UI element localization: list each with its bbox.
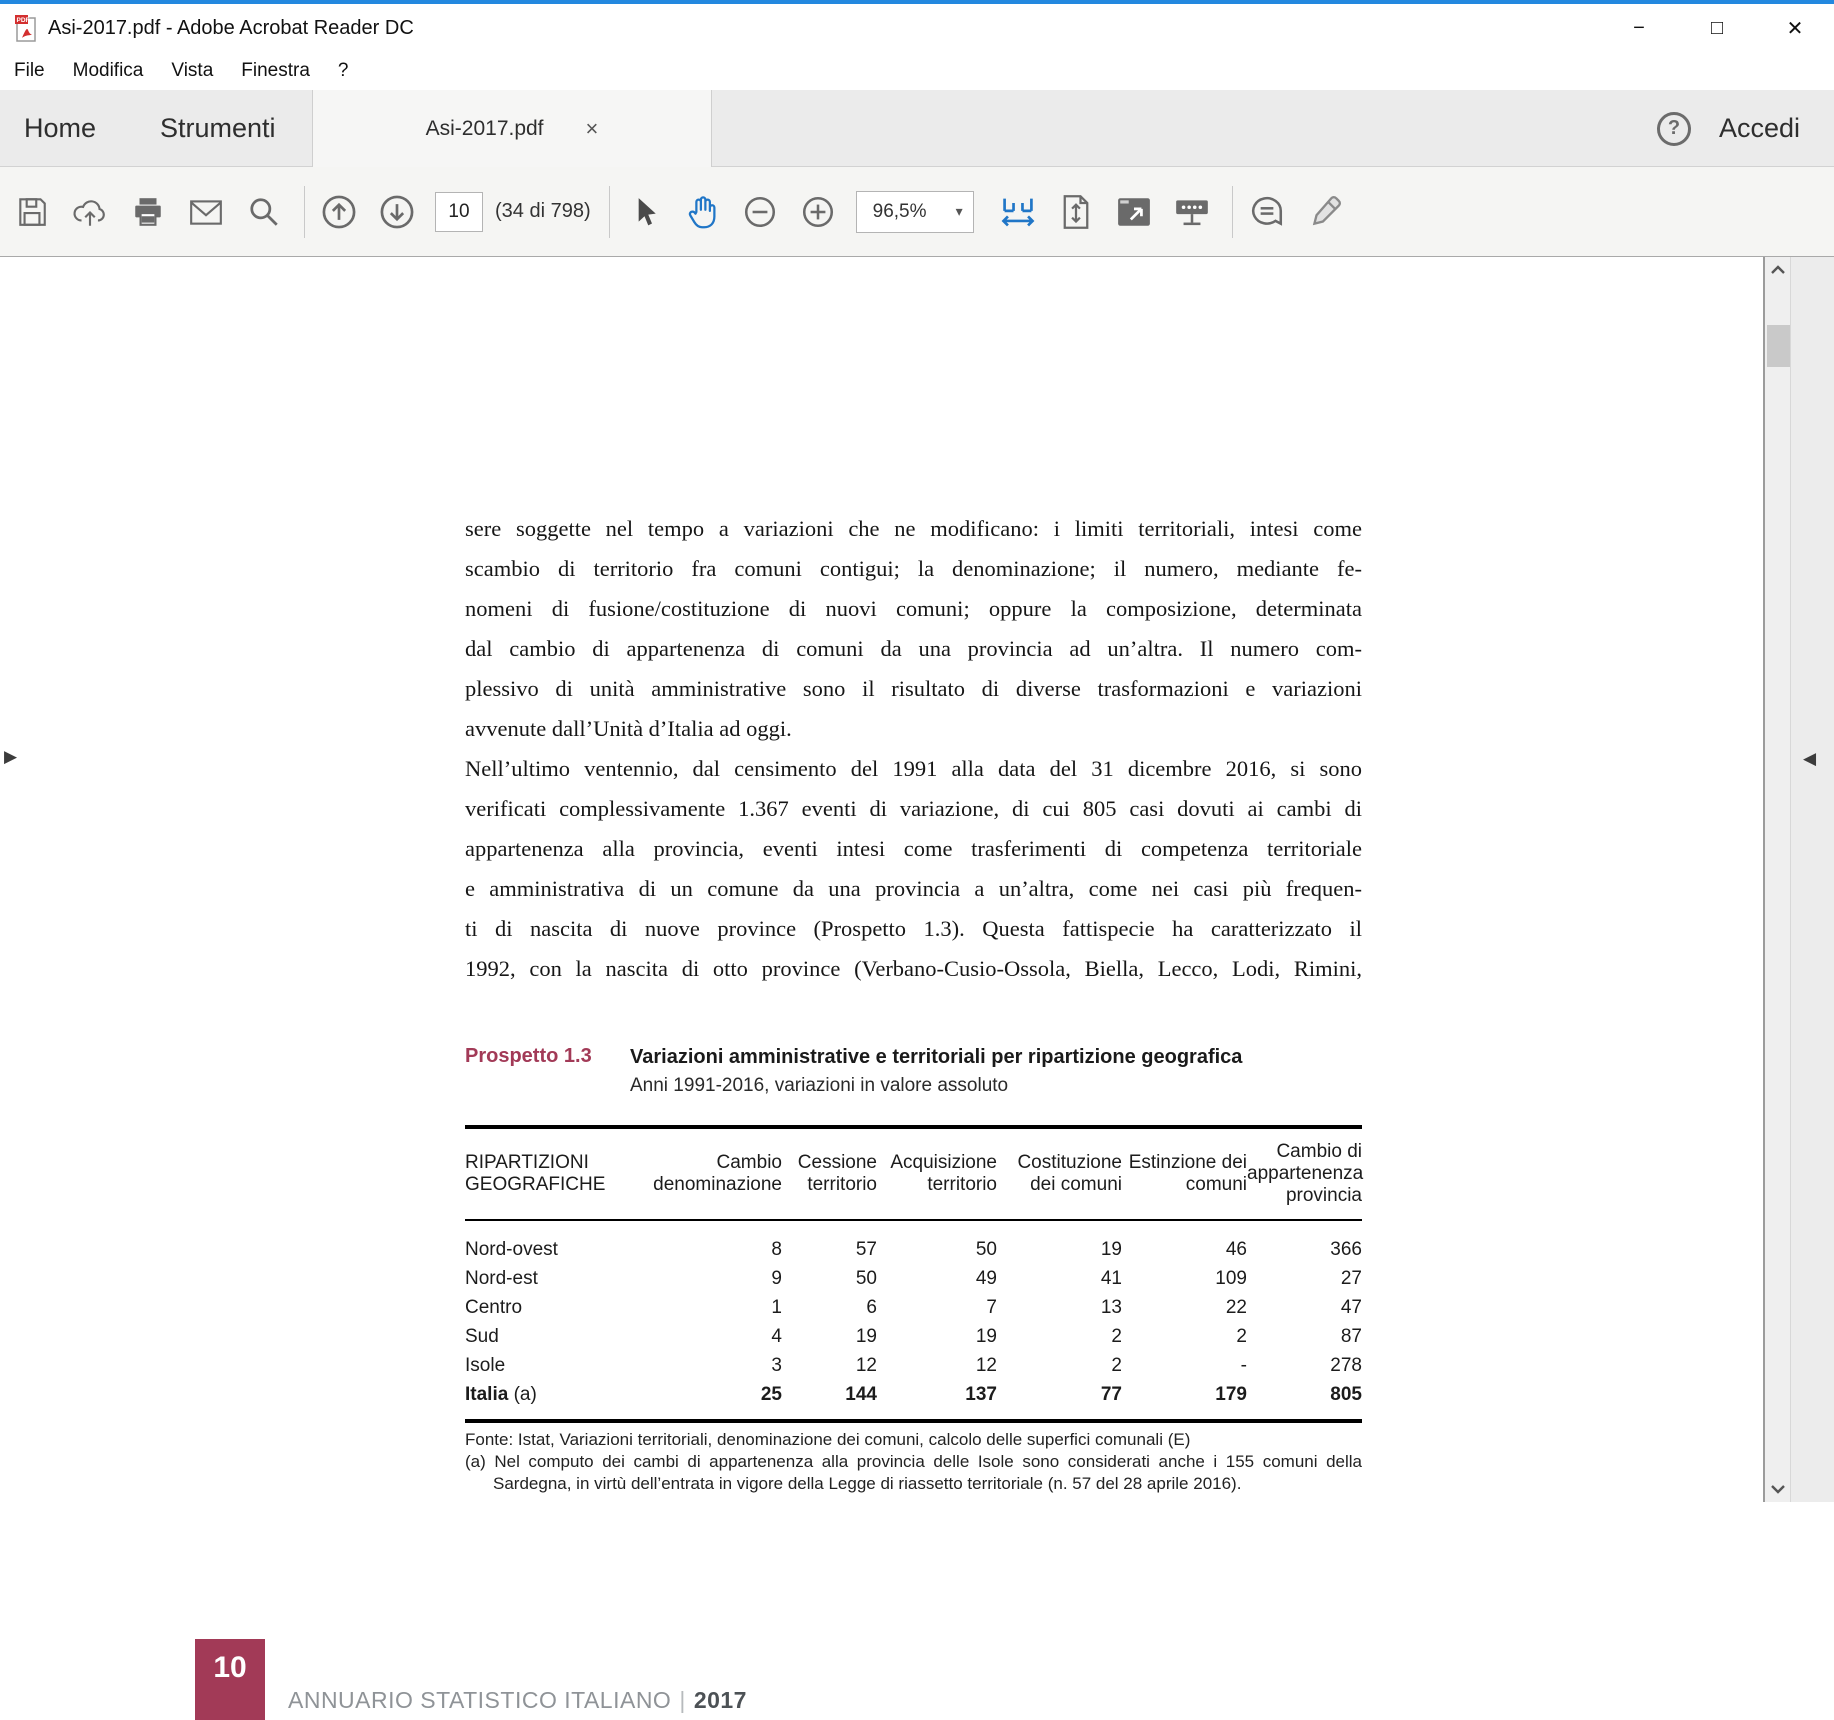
titlebar [0,4,1834,52]
footer-separator: | [679,1687,686,1713]
table-cell: 12 [855,1354,877,1376]
tools-pane-toggle-icon[interactable]: ◀ [1803,749,1817,768]
tab-document[interactable] [312,90,712,167]
table-row [465,1293,1362,1322]
table-row [465,1264,1362,1293]
paragraph-line: ti di nascita di nuove province (Prospetto 1.3). Questa fattispecie ha caratterizzato il [465,916,1362,941]
paragraph-line: dal cambio di appartenenza di comuni da una provincia ad un’altra. Il numero com- [465,636,1362,661]
presentation-icon[interactable] [1172,192,1212,232]
paragraph-line: sere soggette nel tempo a variazioni che ne modificano: i limiti territoriali, intesi come [465,516,1362,541]
zoom-level-dropdown[interactable] [856,191,974,233]
source-note: Fonte: Istat, Variazioni territoriali, denominazione dei comuni, calcolo delle superfici comunali (E) [465,1430,1191,1449]
row-label: Sud [465,1325,499,1347]
table-cell: 19 [855,1325,877,1347]
book-title: ANNUARIO STATISTICO ITALIANO [288,1687,672,1713]
table-cell: 22 [1225,1296,1247,1318]
table-cell: 49 [975,1267,997,1289]
table-cell: 41 [1100,1267,1122,1289]
table-cell: 8 [771,1238,782,1260]
svg-text:PDF: PDF [16,17,30,24]
menu-file[interactable]: File [14,60,45,81]
page-number-input[interactable] [435,192,483,232]
tools-pane-collapsed [1790,257,1834,1502]
table-cell: 4 [771,1325,782,1347]
menu-edit[interactable]: Modifica [72,60,144,81]
table-cell: 2 [1111,1354,1122,1376]
zoom-in-icon[interactable] [798,192,838,232]
book-footer [288,1687,747,1714]
document-canvas [0,257,1834,1713]
menu-view[interactable]: Vista [171,60,214,81]
table-header-row [465,1129,1362,1221]
save-icon[interactable] [12,192,52,232]
table-title: Variazioni amministrative e territoriali per ripartizione geografica [630,1046,1243,1068]
table-row-total [465,1380,1362,1409]
share-upload-icon[interactable] [70,192,110,232]
table-cell: 137 [965,1383,997,1405]
window-controls [1600,4,1834,52]
prospetto-label: Prospetto 1.3 [465,1045,592,1067]
fit-page-icon[interactable] [1056,192,1096,232]
table-cell: 2 [1236,1325,1247,1347]
paragraph-line: appartenenza alla provincia, eventi intesi come trasferimenti di competenza territoriale [465,836,1362,861]
fullscreen-icon[interactable] [1114,192,1154,232]
table-cell: 12 [975,1354,997,1376]
menu-help[interactable]: ? [337,60,349,81]
paragraph-line: scambio di territorio fra comuni contigui; la denominazione; il numero, mediante fe- [465,556,1362,581]
comment-icon[interactable] [1247,192,1287,232]
search-icon[interactable] [244,192,284,232]
table-cell: 366 [1330,1238,1362,1260]
table-cell: 144 [845,1383,877,1405]
footnote-a-continued: Sardegna, in virtù dell’entrata in vigore della Legge di riassetto territoriale (n. 57 del 28 aprile 2016). [493,1474,1242,1493]
column-header: Estinzione dei comuni [1128,1152,1247,1195]
page-number-badge: 10 [195,1639,265,1720]
print-icon[interactable] [128,192,168,232]
tab-document-label: Asi-2017.pdf [425,116,544,140]
zoom-out-icon[interactable] [740,192,780,232]
table-cell: 179 [1215,1383,1247,1405]
table-cell: 27 [1340,1267,1362,1289]
row-label: Nord-ovest [465,1238,558,1260]
fit-width-icon[interactable] [998,192,1038,232]
column-header: Costituzione dei comuni [1017,1152,1122,1195]
paragraph-line: avvenute dall’Unità d’Italia ad oggi. [465,716,792,741]
paragraph-line: e amministrativa di un comune da una provincia a un’altra, come nei casi più frequen- [465,876,1362,901]
tab-close-icon[interactable]: × [585,115,599,141]
pdf-file-icon [14,14,38,42]
row-label: Centro [465,1296,523,1318]
table-cell: 278 [1330,1354,1362,1376]
table-row [465,1235,1362,1264]
tab-tools[interactable]: Strumenti [160,113,276,143]
book-year: 2017 [693,1687,747,1713]
nav-pane-toggle-icon[interactable]: ▶ [4,747,18,766]
paragraph-line: 1992, con la nascita di otto province (Verbano-Cusio-Ossola, Biella, Lecco, Lodi, Rimini, [465,956,1362,981]
table-cell: 25 [760,1383,782,1405]
email-icon[interactable] [186,192,226,232]
table-cell: 19 [975,1325,997,1347]
table-cell: 87 [1340,1325,1362,1347]
row-label: Italia (a) [465,1383,537,1405]
page-paragraph [465,509,1362,989]
menu-window[interactable]: Finestra [241,60,310,81]
tabbar [0,90,1834,167]
close-button[interactable]: ✕ [1786,17,1804,40]
scroll-up-icon[interactable] [1770,265,1786,275]
table-caption [465,1045,1362,1097]
statistics-table [465,1125,1362,1423]
chevron-down-icon: ▾ [955,203,963,219]
menubar [0,52,1834,90]
column-header: Cambio di appartenenza provincia [1247,1141,1364,1206]
table-cell: 3 [771,1354,782,1376]
minimize-button[interactable]: − [1633,16,1645,39]
scrollbar-thumb[interactable] [1767,325,1790,367]
paragraph-line: verificati complessivamente 1.367 eventi di variazione, di cui 805 casi dovuti ai cambi di [465,796,1362,821]
table-notes [465,1429,1362,1495]
select-tool-icon[interactable] [624,192,664,232]
previous-page-icon[interactable] [319,192,359,232]
maximize-button[interactable]: □ [1710,16,1724,39]
table-cell: 47 [1340,1296,1362,1318]
page-count-label: (34 di 798) [495,200,591,222]
table-subtitle: Anni 1991-2016, variazioni in valore assoluto [630,1075,1009,1096]
help-icon[interactable]: ? [1657,112,1691,146]
table-cell: 9 [771,1267,782,1289]
main-toolbar [0,167,1834,257]
table-cell: 50 [855,1267,877,1289]
table-cell: 1 [771,1296,782,1318]
footnote-a: (a) Nel computo dei cambi di appartenenza alla provincia delle Isole sono considerati anche i 155 comuni della [465,1452,1362,1471]
highlight-pen-icon[interactable] [1305,192,1345,232]
paragraph-line: Nell’ultimo ventennio, dal censimento del 1991 alla data del 31 dicembre 2016, si sono [465,756,1362,781]
column-header: Acquisizione territorio [890,1152,997,1195]
column-header: Cessione territorio [797,1152,877,1195]
paragraph-line: plessivo di unità amministrative sono il risultato di diverse trasformazioni e variazioni [465,676,1362,701]
table-cell: 7 [986,1296,997,1318]
table-cell: 46 [1225,1238,1247,1260]
row-label: Isole [465,1354,506,1376]
column-header: Cambio denominazione [653,1152,782,1195]
table-cell: 13 [1100,1296,1122,1318]
tab-home[interactable]: Home [24,113,97,143]
zoom-level-value: 96,5% [872,200,927,222]
table-row [465,1322,1362,1351]
toolbar-separator [1232,186,1233,238]
table-cell: 109 [1215,1267,1247,1289]
table-cell: 57 [855,1238,877,1260]
table-cell: 2 [1111,1325,1122,1347]
hand-tool-icon[interactable] [682,192,722,232]
vertical-scrollbar[interactable] [1763,257,1790,1502]
table-cell: 6 [866,1296,877,1318]
paragraph-line: nomeni di fusione/costituzione di nuovi comuni; oppure la composizione, determinata [465,596,1362,621]
row-label: Nord-est [465,1267,538,1289]
sign-in-link[interactable]: Accedi [1718,113,1800,143]
table-row [465,1351,1362,1380]
table-cell: 805 [1330,1383,1362,1405]
toolbar-separator [609,186,610,238]
window-title: Asi-2017.pdf - Adobe Acrobat Reader DC [48,16,414,39]
toolbar-separator [304,186,305,238]
table-cell: 19 [1100,1238,1122,1260]
table-cell: 77 [1100,1383,1122,1405]
next-page-icon[interactable] [377,192,417,232]
column-header: RIPARTIZIONI GEOGRAFICHE [465,1152,606,1195]
scroll-down-icon[interactable] [1770,1484,1786,1494]
table-cell: 50 [975,1238,997,1260]
table-cell: - [1240,1354,1247,1376]
